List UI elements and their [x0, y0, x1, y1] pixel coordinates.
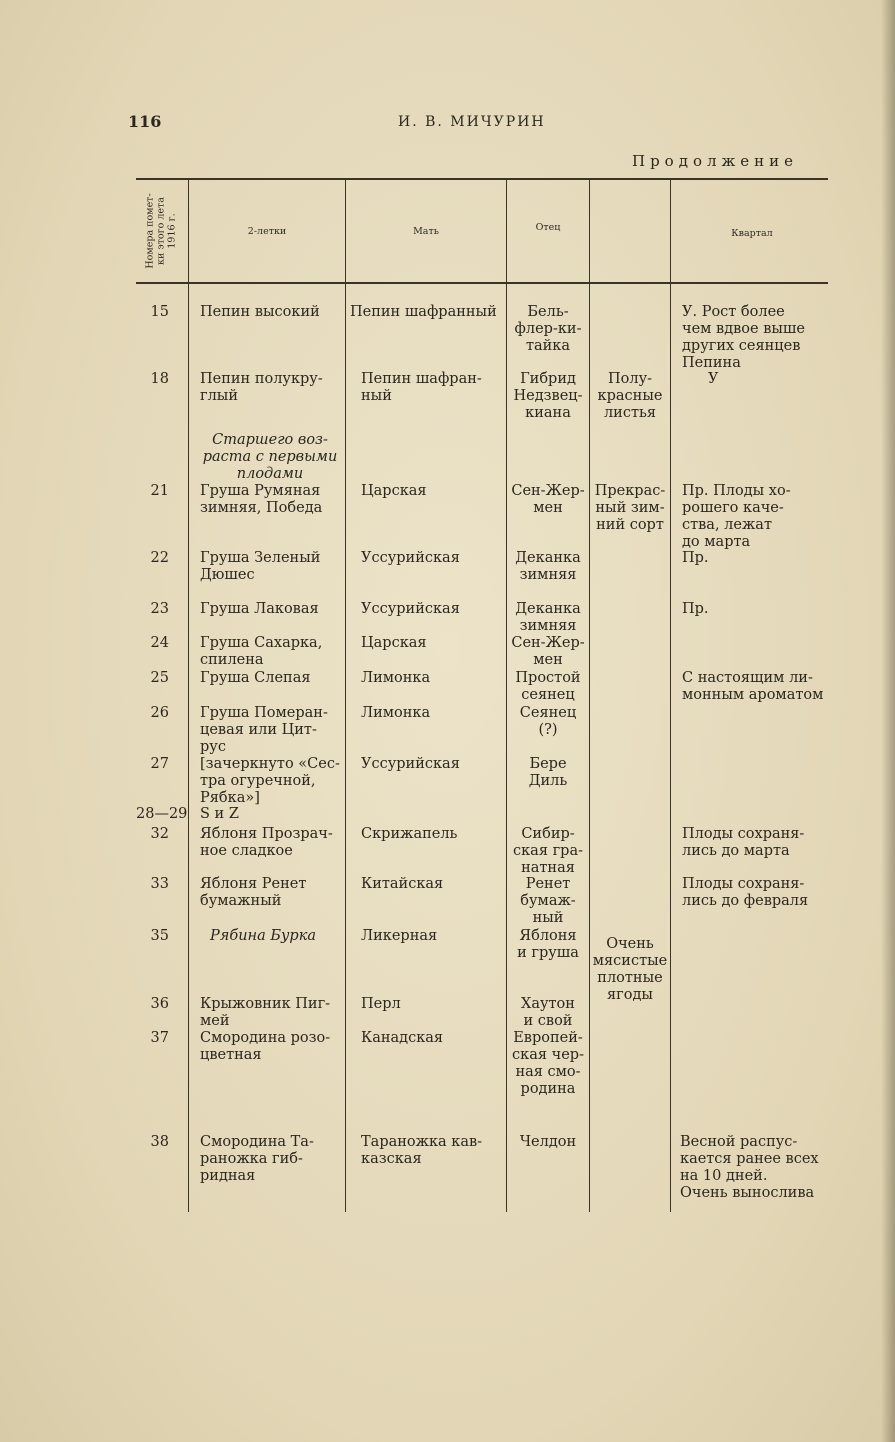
- row-number: 15: [150, 304, 169, 320]
- father-name: Яблоня и груша: [517, 928, 579, 961]
- two-year-name: Пепин полукру- глый: [200, 371, 323, 404]
- mother-name: Лимонка: [361, 670, 431, 686]
- father-name: Хаутон и свой: [521, 996, 575, 1029]
- father-name: Ренет бумаж- ный: [520, 876, 576, 926]
- two-year-name: Груша Лаковая: [200, 601, 319, 617]
- row-number: 33: [150, 876, 169, 892]
- mother-name: Уссурийская: [361, 601, 460, 617]
- col-divider-1: [188, 178, 189, 1212]
- two-year-name: Яблоня Прозрач- ное сладкое: [200, 826, 333, 859]
- quarter-note: У. Рост более чем вдвое выше других сеянцев Пепина: [682, 304, 805, 371]
- row-number: 36: [150, 996, 169, 1012]
- father-name: Гибрид Недзвец- киана: [513, 371, 583, 421]
- col-header-mother: Мать: [413, 226, 439, 237]
- row-number: 24: [150, 635, 169, 651]
- two-year-name: [зачеркнуто «Сес- тра огуречной, Рябка»]: [200, 756, 340, 806]
- continuation-label: Продолжение: [632, 152, 799, 170]
- father-name: Сен-Жер- мен: [511, 635, 585, 668]
- page-edge-shadow: [881, 0, 895, 1442]
- father-name: Деканка зимняя: [515, 550, 581, 583]
- two-year-name: Крыжовник Пиг- мей: [200, 996, 331, 1029]
- row-number: 27: [150, 756, 169, 772]
- mother-name: Пепин шафран- ный: [361, 371, 482, 404]
- leaves-note: Очень мясистые плотные ягоды: [592, 936, 668, 1003]
- row-number: 28—29: [136, 806, 188, 822]
- two-year-name: Смородина розо- цветная: [200, 1030, 331, 1063]
- running-header-author: И. В. МИЧУРИН: [398, 114, 546, 130]
- quarter-note: Пр. Плоды хо- рошего каче- ства, лежат до марта: [682, 483, 791, 550]
- quarter-note: У: [708, 371, 719, 387]
- two-year-name: Груша Померан- цевая или Цит- рус: [200, 705, 328, 755]
- col-divider-3: [506, 178, 507, 1212]
- mother-name: Царская: [361, 483, 427, 499]
- quarter-note: Пр.: [682, 601, 709, 617]
- mother-name: Тараножка кав- казская: [361, 1134, 483, 1167]
- row-number: 25: [150, 670, 169, 686]
- col-header-father: Отец: [535, 222, 561, 233]
- mother-name: Уссурийская: [361, 550, 460, 566]
- two-year-name: Рябина Бурка: [210, 928, 317, 944]
- two-year-name: Груша Зеленый Дюшес: [200, 550, 321, 583]
- row-number: 32: [150, 826, 169, 842]
- leaves-note: Прекрас- ный зим- ний сорт: [594, 483, 666, 533]
- father-name: Простой сеянец: [515, 670, 581, 703]
- two-year-name: Яблоня Ренет бумажный: [200, 876, 307, 909]
- quarter-note: Плоды сохраня- лись до марта: [682, 826, 805, 859]
- mother-name: Уссурийская: [361, 756, 460, 772]
- father-name: Сен-Жер- мен: [511, 483, 585, 516]
- quarter-note: С настоящим ли- монным ароматом: [682, 670, 824, 703]
- row-number: 35: [150, 928, 169, 944]
- col-header-two-year: 2-летки: [247, 226, 287, 237]
- leaves-note: Полу- красные листья: [597, 371, 663, 421]
- mother-name: Царская: [361, 635, 427, 651]
- father-name: Челдон: [519, 1134, 577, 1150]
- two-year-name: Груша Слепая: [200, 670, 311, 686]
- row-number: 38: [150, 1134, 169, 1150]
- father-name: Деканка зимняя: [515, 601, 581, 634]
- two-year-name: Груша Сахарка, спилена: [200, 635, 323, 668]
- page-number: 116: [128, 112, 162, 131]
- mother-name: Ликерная: [361, 928, 438, 944]
- table-top-rule: [136, 178, 828, 180]
- quarter-note: Пр.: [682, 550, 709, 566]
- father-name: Сеянец (?): [519, 705, 577, 738]
- two-year-name: S и Z: [200, 806, 239, 822]
- row-number: 37: [150, 1030, 169, 1046]
- table-header-rule: [136, 282, 828, 284]
- mother-name: Пепин шафранный: [350, 304, 497, 320]
- col-divider-4: [589, 178, 590, 1212]
- mother-name: Китайская: [361, 876, 444, 892]
- two-year-name: Пепин высокий: [200, 304, 320, 320]
- mother-name: Лимонка: [361, 705, 431, 721]
- row-number: 22: [150, 550, 169, 566]
- father-name: Бере Диль: [528, 756, 568, 789]
- section-heading-older: Старшего воз- раста с первыми плодами: [202, 432, 338, 482]
- row-number: 23: [150, 601, 169, 617]
- mother-name: Перл: [361, 996, 401, 1012]
- two-year-name: Смородина Та- раножка гиб- ридная: [200, 1134, 314, 1184]
- mother-name: Канадская: [361, 1030, 444, 1046]
- row-number: 26: [150, 705, 169, 721]
- father-name: Европей- ская чер- ная смо- родина: [512, 1030, 584, 1097]
- quarter-note: Весной распус- кается ранее всех на 10 дней. Очень вынослива: [680, 1134, 819, 1201]
- father-name: Бель- флер-ки- тайка: [514, 304, 582, 354]
- col-header-number: Номера помет- ки этого лета 1916 г.: [144, 193, 178, 269]
- col-divider-5: [670, 178, 671, 1212]
- two-year-name: Груша Румяная зимняя, Победа: [200, 483, 323, 516]
- father-name: Сибир- ская гра- натная: [512, 826, 583, 876]
- row-number: 21: [150, 483, 169, 499]
- mother-name: Скрижапель: [361, 826, 458, 842]
- col-header-quarter: Квартал: [731, 228, 773, 239]
- quarter-note: Плоды сохраня- лись до февраля: [682, 876, 809, 909]
- row-number: 18: [150, 371, 169, 387]
